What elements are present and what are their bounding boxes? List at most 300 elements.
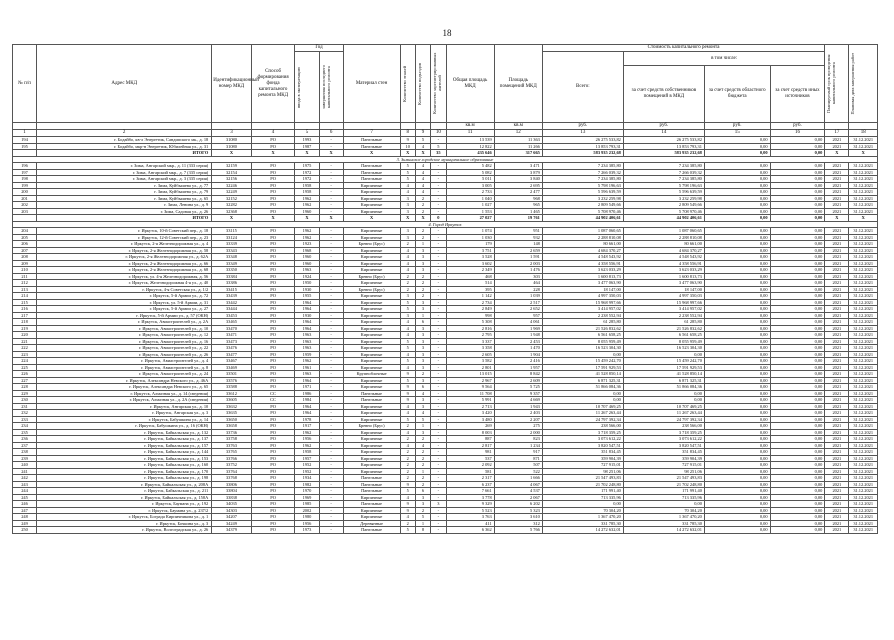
table-cell: 2021 — [825, 306, 849, 313]
table-cell: Кирпичные — [343, 189, 400, 196]
table-cell: 2 — [400, 455, 415, 462]
table-cell: г. Иркутск, 2-я Железнодорожная ул., д. 66 — [37, 260, 212, 267]
table-cell: 2 288 810,08 — [623, 234, 704, 241]
table-cell: 351 834,45 — [542, 449, 623, 456]
table-cell: 2021 — [825, 332, 849, 339]
table-cell: 1993 — [295, 137, 319, 144]
table-cell: 887 — [446, 436, 494, 443]
table-cell: 1 943 — [494, 403, 542, 410]
table-cell: 15 968 997,66 — [623, 299, 704, 306]
table-cell: 3 — [400, 312, 415, 319]
table-cell: 0,00 — [770, 507, 825, 514]
table-cell: 32368 — [212, 208, 251, 215]
table-cell: г. Иркутск, Бабушкина ул., д. 14 — [37, 416, 212, 423]
table-cell: 245 — [13, 494, 37, 501]
table-cell: 2021 — [825, 208, 849, 215]
table-cell: 3 — [415, 501, 430, 508]
table-cell: 31.12.2021 — [849, 527, 878, 534]
table-cell: 31.12.2021 — [849, 338, 878, 345]
table-cell: г. Иркутск, Байкальская ул., д. 160 — [37, 462, 212, 469]
table-cell: X — [251, 150, 295, 157]
table-cell: 3 — [415, 377, 430, 384]
table-cell: 33439 — [212, 293, 251, 300]
table-cell: 2021 — [825, 234, 849, 241]
table-cell: 0,00 — [704, 182, 770, 189]
table-cell: 2021 — [825, 364, 849, 371]
table-cell: - — [431, 286, 446, 293]
table-cell: РО — [251, 514, 295, 521]
table-cell: 1972 — [295, 176, 319, 183]
table-cell: 0,00 — [770, 481, 825, 488]
table-cell: 2021 — [825, 488, 849, 495]
table-cell: 9 564 — [446, 384, 494, 391]
table-cell: 0,00 — [704, 436, 770, 443]
table-cell: 1 367 470,20 — [623, 514, 704, 521]
table-cell: 1955 — [295, 293, 319, 300]
table-cell: 219 — [13, 325, 37, 332]
table-cell: X — [251, 215, 295, 222]
column-number: 10 — [431, 130, 446, 137]
table-cell: 3 — [400, 228, 415, 235]
table-cell: - — [319, 429, 343, 436]
table-cell: 0,00 — [770, 488, 825, 495]
table-cell: 1 087 060,65 — [542, 228, 623, 235]
table-cell: РО — [251, 403, 295, 410]
table-cell: 1 142 — [446, 293, 494, 300]
table-cell: 33453 — [212, 312, 251, 319]
table-cell: 218 — [13, 319, 37, 326]
table-cell: 6 — [415, 488, 430, 495]
table-cell: 0,00 — [770, 462, 825, 469]
table-cell: РО — [251, 488, 295, 495]
table-cell: 5 708 970,46 — [542, 208, 623, 215]
table-cell: 7 266 039,32 — [542, 169, 623, 176]
table-cell: г. Иркутск, Александра Невского ул., д. 46А — [37, 377, 212, 384]
table-cell: Панельные — [343, 501, 400, 508]
table-cell: 33764 — [212, 468, 251, 475]
table-cell: 202 — [13, 202, 37, 209]
table-cell: 221 — [13, 338, 37, 345]
table-cell: - — [319, 416, 343, 423]
table-cell: 3 232 259,98 — [542, 195, 623, 202]
table-cell: - — [431, 299, 446, 306]
table-cell: 2 — [415, 280, 430, 287]
table-cell: - — [319, 481, 343, 488]
table-cell: 0,00 — [770, 228, 825, 235]
table-cell: 4 — [400, 514, 415, 521]
table-cell: - — [431, 169, 446, 176]
table-cell: 1964 — [295, 319, 319, 326]
table-cell: 968 — [494, 195, 542, 202]
table-cell: 1961 — [295, 364, 319, 371]
table-cell: г. Иркутск, Бограда Кирпичникова ул., д. 1 — [37, 514, 212, 521]
table-cell: 0,00 — [704, 247, 770, 254]
table-cell: РО — [251, 325, 295, 332]
table-cell: - — [319, 455, 343, 462]
table-cell: Кирпичные — [343, 182, 400, 189]
table-cell: 9 — [400, 384, 415, 391]
unit-cell: руб. — [770, 123, 825, 130]
table-cell: Кирпичные — [343, 247, 400, 254]
table-cell: 1957 — [295, 455, 319, 462]
table-cell: - — [431, 319, 446, 326]
table-cell: - — [431, 390, 446, 397]
table-cell: - — [431, 247, 446, 254]
table-cell: 4 — [400, 260, 415, 267]
table-cell: 2 — [415, 286, 430, 293]
table-cell: 1964 — [295, 325, 319, 332]
table-cell: г. Зима, Ангарский мкр., д. 3 (335 серия) — [37, 176, 212, 183]
table-cell: 3 — [415, 345, 430, 352]
table-cell: 4 997 350,03 — [542, 293, 623, 300]
table-cell: 31.12.2021 — [849, 293, 878, 300]
table-cell: 7 234 385,80 — [623, 163, 704, 170]
table-cell: - — [431, 182, 446, 189]
table-cell: 2 — [400, 273, 415, 280]
table-cell: 1 — [415, 468, 430, 475]
table-cell: 5 — [400, 527, 415, 534]
table-cell: 31.12.2021 — [849, 280, 878, 287]
table-cell: Кирпичные — [343, 358, 400, 365]
table-cell: 0,00 — [770, 247, 825, 254]
table-cell: 3 718 359,25 — [623, 429, 704, 436]
table-cell: 2 — [400, 280, 415, 287]
table-cell: - — [319, 449, 343, 456]
table-cell: 2 000 — [494, 429, 542, 436]
table-cell: X — [319, 150, 343, 157]
table-cell: г. Иркутск, Авиастроителей ул., д. 10 — [37, 325, 212, 332]
table-cell: 31.12.2021 — [849, 176, 878, 183]
table-cell: г. Зима, Ангарский мкр., д. 11 (333 серия) — [37, 163, 212, 170]
table-cell: 34379 — [212, 527, 251, 534]
table-cell: 2 403 — [494, 410, 542, 417]
table-cell: 9 — [400, 481, 415, 488]
table-cell: РО — [251, 163, 295, 170]
table-cell: 727 915,01 — [542, 462, 623, 469]
column-number: 3 — [212, 130, 251, 137]
table-cell: 0,00 — [704, 462, 770, 469]
table-cell: 0,00 — [704, 514, 770, 521]
table-cell: 1973 — [295, 527, 319, 534]
unit-cell: кв.м — [494, 123, 542, 130]
table-cell: 2 — [415, 371, 430, 378]
table-cell: 1 027 — [446, 202, 494, 209]
table-cell: 0,00 — [704, 520, 770, 527]
table-cell: 3 — [400, 234, 415, 241]
table-cell: 514 — [446, 280, 494, 287]
table-cell: 1958 — [295, 189, 319, 196]
table-cell: 2 — [415, 228, 430, 235]
table-cell: 1 074 — [446, 228, 494, 235]
table-cell: 537 — [446, 455, 494, 462]
table-cell: 1 039 — [494, 293, 542, 300]
table-cell: 0,00 — [704, 195, 770, 202]
table-cell: 303 — [494, 273, 542, 280]
table-cell: 2021 — [825, 137, 849, 144]
table-cell: 228 — [494, 286, 542, 293]
table-cell: 2021 — [825, 319, 849, 326]
table-cell: 31.12.2021 — [849, 267, 878, 274]
table-cell: РО — [251, 208, 295, 215]
table-cell: РО — [251, 143, 295, 150]
table-cell: г. Иркутск, Авиастроителей ул., д. 12 — [37, 332, 212, 339]
table-cell: - — [319, 397, 343, 404]
table-cell: РО — [251, 475, 295, 482]
table-cell: 13 015 — [446, 371, 494, 378]
table-cell: - — [431, 293, 446, 300]
table-cell: - — [319, 254, 343, 261]
table-cell: 2 317 — [446, 475, 494, 482]
table-cell: 4 — [400, 351, 415, 358]
table-cell: 31.12.2021 — [849, 377, 878, 384]
table-cell: РО — [251, 436, 295, 443]
table-cell: 0,00 — [770, 202, 825, 209]
table-cell: 21 547 493,83 — [542, 475, 623, 482]
table-cell: 0,00 — [704, 208, 770, 215]
table-cell: 2021 — [825, 507, 849, 514]
table-cell: 2021 — [825, 241, 849, 248]
table-cell: X — [212, 215, 251, 222]
table-cell: г. Иркутск, Бочкина ул., д. 3 — [37, 520, 212, 527]
table-cell: 871 — [494, 455, 542, 462]
table-cell: 2 816 — [446, 325, 494, 332]
table-cell: 26 275 533,82 — [542, 137, 623, 144]
table-cell: 3 232 259,98 — [623, 195, 704, 202]
table-cell: 4 — [415, 390, 430, 397]
table-cell: 0,00 — [770, 397, 825, 404]
table-cell: 1930 — [295, 312, 319, 319]
table-cell: X — [295, 150, 319, 157]
table-cell: - — [319, 195, 343, 202]
table-cell: 0,00 — [704, 351, 770, 358]
table-cell: 27 027 — [446, 215, 494, 222]
table-cell: 31.12.2021 — [849, 325, 878, 332]
table-cell: 236 — [13, 436, 37, 443]
table-cell: - — [431, 325, 446, 332]
table-cell: - — [319, 501, 343, 508]
table-cell: 1 470 — [494, 345, 542, 352]
table-cell: г. Иркутск, ул. 5-й Армии, д. 31 — [37, 299, 212, 306]
table-cell: 204 — [13, 228, 37, 235]
table-cell: 4 684 370,27 — [542, 247, 623, 254]
table-cell: 0,00 — [770, 143, 825, 150]
table-cell: - — [431, 429, 446, 436]
table-cell: 2021 — [825, 247, 849, 254]
table-cell: 33605 — [212, 397, 251, 404]
table-cell: г. Иркутск, Ангарская ул., д. 10 — [37, 403, 212, 410]
table-cell: 31.12.2021 — [849, 202, 878, 209]
table-cell: РО — [251, 267, 295, 274]
table-cell: 1 969 — [494, 325, 542, 332]
table-cell: 2 — [415, 234, 430, 241]
table-cell: 2021 — [825, 195, 849, 202]
table-cell: РО — [251, 527, 295, 534]
table-cell: 31.12.2021 — [849, 449, 878, 456]
table-cell: Панельные — [343, 481, 400, 488]
table-cell: 2 238 552,94 — [623, 312, 704, 319]
table-cell: 34035 — [212, 501, 251, 508]
table-cell: Бревно (Брус) — [343, 286, 400, 293]
table-cell: 2 659 — [494, 247, 542, 254]
table-cell: 2021 — [825, 338, 849, 345]
table-cell: 70 304,20 — [623, 507, 704, 514]
table-cell: Кирпичные — [343, 462, 400, 469]
table-cell: 32154 — [212, 169, 251, 176]
table-cell: 33635 — [212, 410, 251, 417]
table-cell: 31.12.2021 — [849, 299, 878, 306]
table-cell: 194 — [13, 137, 37, 144]
table-cell: 4 — [400, 182, 415, 189]
table-cell: г. Иркутск, 2-я Железнодорожная ул., д. 4 — [37, 241, 212, 248]
table-cell: Кирпичные — [343, 514, 400, 521]
table-cell: 2 — [415, 507, 430, 514]
table-cell: - — [319, 475, 343, 482]
table-cell: - — [431, 449, 446, 456]
table-cell: Кирпичные — [343, 202, 400, 209]
table-cell: 2021 — [825, 442, 849, 449]
table-cell: 1962 — [295, 228, 319, 235]
table-cell: 2 — [415, 449, 430, 456]
table-cell: - — [431, 494, 446, 501]
table-cell: 1 367 470,20 — [542, 514, 623, 521]
table-cell: - — [431, 377, 446, 384]
header-no: № п/п — [13, 45, 37, 123]
table-cell: 1964 — [295, 299, 319, 306]
table-cell: - — [431, 306, 446, 313]
table-cell: 4 — [415, 189, 430, 196]
table-cell: 0,00 — [770, 306, 825, 313]
table-cell: 3 — [415, 494, 430, 501]
table-cell: 11 708 — [446, 390, 494, 397]
table-cell: 3 073 612,22 — [542, 436, 623, 443]
table-cell: г. Иркутск, Алмазная ул., д. 14 (сведения) — [37, 390, 212, 397]
table-cell: 3 414 957,02 — [623, 306, 704, 313]
header-address: Адрес МКД — [37, 45, 212, 123]
header-plan-end: Плановая дата завершения работ — [850, 52, 856, 115]
table-cell: Кирпичные — [343, 293, 400, 300]
table-cell: 31.12.2021 — [849, 468, 878, 475]
table-cell: 0,00 — [770, 390, 825, 397]
table-cell: 2 — [415, 462, 430, 469]
table-cell: 3 — [400, 202, 415, 209]
table-cell: 44 902 406,61 — [542, 215, 623, 222]
table-cell: 225 — [13, 364, 37, 371]
table-cell: 31.12.2021 — [849, 429, 878, 436]
table-cell: - — [319, 241, 343, 248]
table-cell: 51 866 084,36 — [542, 384, 623, 391]
table-cell: 5 596 639,59 — [623, 189, 704, 196]
table-cell: 1 465 — [494, 208, 542, 215]
table-cell: X — [343, 215, 400, 222]
table-cell: 0,00 — [770, 260, 825, 267]
table-cell: - — [431, 475, 446, 482]
table-cell: - — [431, 364, 446, 371]
table-cell: 0,00 — [770, 176, 825, 183]
table-cell: 223 — [13, 351, 37, 358]
table-cell: 31.12.2021 — [849, 475, 878, 482]
table-cell: 200 — [13, 189, 37, 196]
table-cell: г. Иркутск, Байкальская ул., д. 153 — [37, 455, 212, 462]
table-cell: 2021 — [825, 345, 849, 352]
table-cell: 3 — [415, 364, 430, 371]
table-cell: - — [319, 182, 343, 189]
table-cell: 4 997 350,03 — [623, 293, 704, 300]
table-cell: 4 — [415, 442, 430, 449]
table-cell: - — [319, 325, 343, 332]
table-cell: 0,00 — [770, 286, 825, 293]
table-cell: 1975 — [295, 163, 319, 170]
table-cell: 31.12.2021 — [849, 384, 878, 391]
table-cell: X — [415, 150, 430, 157]
table-cell: 33501 — [212, 371, 251, 378]
table-cell: 3 879 — [494, 169, 542, 176]
table-cell: 31.12.2021 — [849, 507, 878, 514]
table-cell: 33467 — [212, 358, 251, 365]
table-cell: Бревно (Брус) — [343, 273, 400, 280]
table-cell: - — [319, 384, 343, 391]
table-cell: 0,00 — [770, 416, 825, 423]
table-cell: - — [431, 481, 446, 488]
table-cell: Кирпичные — [343, 228, 400, 235]
table-cell: 33386 — [212, 280, 251, 287]
table-cell: 3 337 — [446, 338, 494, 345]
table-cell: г. Иркутск, Авиастроителей ул., д. 22 — [37, 345, 212, 352]
table-cell: - — [319, 176, 343, 183]
table-cell: Кирпичные — [343, 377, 400, 384]
table-cell: 0,00 — [770, 429, 825, 436]
table-cell: 0,00 — [770, 215, 825, 222]
table-cell: Кирпичные — [343, 449, 400, 456]
table-cell: 0,00 — [770, 241, 825, 248]
table-cell: 2 733 — [446, 189, 494, 196]
table-cell: 0,00 — [704, 507, 770, 514]
table-cell: 15 459 242,70 — [623, 358, 704, 365]
table-cell: 2 — [400, 462, 415, 469]
table-cell: Кирпичные — [343, 319, 400, 326]
table-cell: Панельные — [343, 488, 400, 495]
table-cell: 0,00 — [770, 358, 825, 365]
table-cell: 197 — [13, 169, 37, 176]
table-cell: 3 — [415, 267, 430, 274]
table-cell: 237 — [13, 442, 37, 449]
table-cell: Кирпичные — [343, 455, 400, 462]
table-cell: г. Иркутск, 2-я Железнодорожная ул., д. 68 — [37, 267, 212, 274]
table-cell: г. Иркутск, Авиастроителей ул., д. 24 — [37, 371, 212, 378]
table-cell: 1963 — [295, 371, 319, 378]
table-cell: 2 817 — [446, 442, 494, 449]
table-cell: 5 798 196,63 — [623, 182, 704, 189]
table-cell: 713 335,96 — [623, 494, 704, 501]
table-cell: 0,00 — [704, 364, 770, 371]
column-number: 2 — [37, 130, 212, 137]
table-cell: 3 — [415, 338, 430, 345]
table-cell: 2 809 549,66 — [542, 202, 623, 209]
table-cell: 0,00 — [770, 195, 825, 202]
table-cell: 33763 — [212, 442, 251, 449]
table-cell: 3 820 547,51 — [623, 442, 704, 449]
table-cell: - — [319, 468, 343, 475]
table-cell: 331 785,30 — [623, 520, 704, 527]
table-cell: - — [319, 390, 343, 397]
table-cell: г. Иркутск, Авиастроителей ул., д. 16 — [37, 338, 212, 345]
table-cell: 3 778 — [446, 494, 494, 501]
table-cell: 2 — [400, 241, 415, 248]
table-cell: 0,00 — [770, 345, 825, 352]
table-cell: 0,00 — [770, 377, 825, 384]
table-cell: 1962 — [295, 202, 319, 209]
table-cell: - — [319, 234, 343, 241]
table-cell: 2 — [415, 273, 430, 280]
